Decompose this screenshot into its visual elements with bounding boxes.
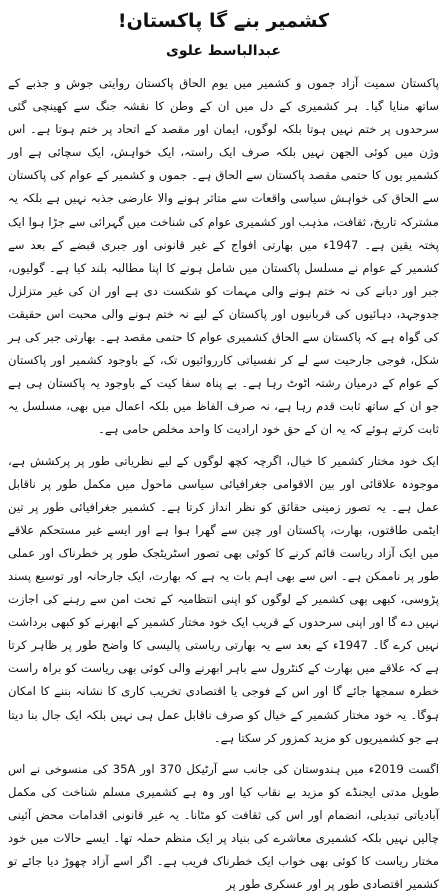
- article-paragraph-2: ایک خود مختار کشمیر کا خیال، اگرچہ کچھ لوگوں کے لیے نظریاتی طور پر پرکشش ہے، موجودہ علاقائی اور بین الاقوامی جغرافیائی سیاسی ماحول میں مکمل طور پر ناقابل عمل ہے۔ یہ تصور زمینی حقائق کو نظر انداز کرتا ہے۔ کشمیر جغرافیائی طور پر تین ایٹمی طاقتوں، بھارت، پاکستان اور چین سے گھرا ہوا ہے اور ایسے غیر مستحکم علاقے میں ایک آزاد ریاست قائم کرنے کا کوئی بھی تصور اسٹریٹجک طور پر خطرناک اور عملی طور پر ناممکن ہے۔ اس سے بھی اہم بات یہ ہے کہ بھارت، ایک جارحانہ اور توسیع پسند پڑوسی، کبھی بھی کشمیر کے لوگوں کو اپنی انتظامیہ کے تحت امن سے رہنے کی اجازت نہیں دے گا اور اپنی سرحدوں کے قریب ایک خود مختار کشمیر کے ابھرنے کو کبھی برداشت نہیں کرے گا۔ 1947ء کے بعد سے یہ بھارتی ریاستی پالیسی کا واضح طور پر ظاہر کرتا ہے کہ علاقے میں بھارت کے کنٹرول سے باہر ابھرنے والی کوئی بھی ریاست کو براہ راست خطرہ سمجھا جائے گا اور اس کے فوجی یا اقتصادی تخریب کاری کا نشانہ بننے کا امکان ہوگا۔ یہ خود مختار کشمیر کے خیال کو صرف ناقابل عمل ہی نہیں بلکہ ایک جال بنا دیتا ہے جو کشمیریوں کو مزید کمزور کر سکتا ہے۔: [8, 453, 439, 745]
- article-byline: عبدالباسط علوی: [166, 43, 281, 59]
- article-paragraph-3: اگست 2019ء میں ہندوستان کی جانب سے آرٹیکل 370 اور 35A کی منسوخی نے اس طویل مدتی ایجنڈے کو مزید بے نقاب کیا اور وہ ہے کشمیری مسلم شناخت کی مکمل آبادیاتی تبدیلی، انضمام اور اس کی ثقافت کو مٹانا۔ یہ غیر قانونی اقدامات محض آئینی چالیں نہیں بلکہ کشمیری معاشرے کی بنیاد پر ایک منظم حملہ تھا۔ ایسے حالات میں خود مختار ریاست کا کوئی بھی خواب ایک خطرناک فریب ہے۔ اگر اسے آزاد چھوڑ دیا جائے تو کشمیر اقتصادی طور پر اور عسکری طور پر: [8, 761, 439, 892]
- article-headline: کشمیر بنے گا پاکستان!: [117, 10, 330, 32]
- article-body: [8, 72, 439, 896]
- article-paragraph-1: پاکستان سمیت آزاد جموں و کشمیر میں یوم الحاق پاکستان روایتی جوش و جذبے کے ساتھ منایا گیا۔ ہر کشمیری کے دل میں ان کے وطن کا نقشہ جنگ سے کھینچی گئی سرحدوں پر ختم نہیں ہوتا بلکہ لوگوں، ایمان اور مقصد کے اتحاد پر ختم ہوتا ہے۔ اس وژن میں کوئی الجھن نہیں بلکہ صرف ایک راستہ، ایک خواہش، ایک سچائی ہے اور کشمیر یوں کا حتمی مقصد پاکستان سے الحاق ہے۔ جموں و کشمیر کے عوام کی پاکستان سے الحاق کی خواہش سیاسی واقعات سے متاثر ہونے والا عارضی جذبہ نہیں ہے بلکہ یہ مشترکہ تاریخ، ثقافت، مذہب اور کشمیری عوام کی شناخت میں گہرائی سے جڑا ہوا ایک پختہ یقین ہے۔ 1947ء میں بھارتی افواج کے غیر قانونی اور جبری قبضے کے بعد سے کشمیر کے عوام نے مسلسل پاکستان میں شامل ہونے کا اپنا مطالبہ بلند کیا ہے۔ گولیوں، جبر اور دبانے کی نہ ختم ہونے والی مہمات کو شکست دی ہے اور ان کی غیر متزلزل جدوجہد، دہائیوں کی قربانیوں اور پاکستان کے لیے نہ ختم ہونے والی محبت اس حقیقت کی گواہ ہے کہ پاکستان سے الحاق کشمیری عوام کا حتمی مقصد ہے۔ بھارتی جبر کی ہر شکل، فوجی جارحیت سے لے کر نفسیاتی کارروائیوں تک، کے باوجود کشمیر اور پاکستان کے عوام کے درمیان رشتہ اٹوٹ رہا ہے۔ بے پناہ سفا کیت کے باوجود یہ پاکستان ہی ہے جو ان کے ساتھ ثابت قدم رہا ہے، نہ صرف الفاظ میں بلکہ اعمال میں بھی، مسلسل یہ ثابت کرتے ہوئے کہ یہ ان کے حق خود ارادیت کا واحد مخلص حامی ہے۔: [8, 76, 439, 437]
